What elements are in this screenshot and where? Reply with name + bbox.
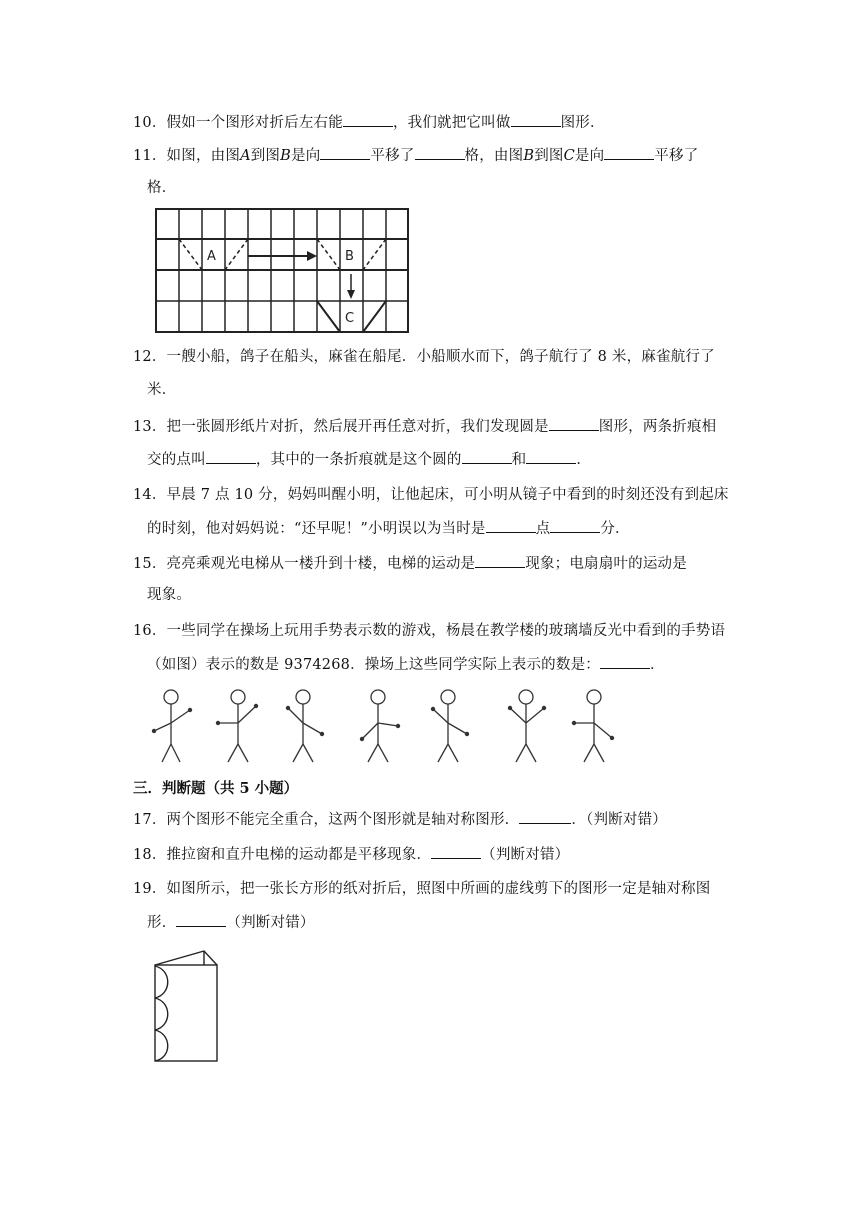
answer-blank[interactable] xyxy=(486,518,536,533)
question-11: 11．如图，由图A到图B是向 平移了 格，由图B到图C是向 平移了 xyxy=(133,145,698,166)
question-11-continuation: 格． xyxy=(147,180,177,196)
question-15: 15．亮亮乘观光电梯从一楼升到十楼，电梯的运动是 现象；电扇扇叶的运动是 xyxy=(133,553,687,574)
answer-blank[interactable] xyxy=(604,145,654,160)
question-18: 18．推拉窗和直升电梯的运动都是平移现象． （判断对错） xyxy=(133,844,569,865)
answer-blank[interactable] xyxy=(549,416,599,431)
stick-figure-6 xyxy=(510,690,544,762)
stick-figure-2 xyxy=(218,690,256,762)
question-14: 14．早晨 7 点 10 分，妈妈叫醒小明，让他起床，可小明从镜子中看到的时刻还没有到起床 xyxy=(133,487,729,503)
label-b: B xyxy=(345,249,354,264)
answer-blank[interactable] xyxy=(343,112,393,127)
question-19: 19．如图所示，把一张长方形的纸对折后，照图中所画的虚线剪下的图形一定是轴对称图 xyxy=(133,881,711,897)
question-17: 17．两个图形不能完全重合，这两个图形就是轴对称图形． ．（判断对错） xyxy=(133,809,667,830)
folded-paper-figure xyxy=(148,948,224,1066)
question-12-continuation: 米． xyxy=(147,382,177,398)
question-12: 12．一艘小船，鸽子在船头，麻雀在船尾．小船顺水而下，鸽子航行了 8 米，麻雀航行了 xyxy=(133,349,715,365)
question-15-continuation: 现象。 xyxy=(147,587,192,603)
stick-figure-5 xyxy=(433,690,467,762)
answer-blank[interactable] xyxy=(320,145,370,160)
question-16-continuation: （如图）表示的数是 9374268．操场上这些同学实际上表示的数是： ． xyxy=(147,654,665,675)
grid-translation-figure xyxy=(154,207,410,335)
label-a: A xyxy=(207,249,216,264)
hand-gesture-figures xyxy=(146,686,622,766)
question-14-continuation: 的时刻，他对妈妈说：“还早呢！”小明误以为当时是 点 分． xyxy=(147,518,630,539)
section-heading: 三．判断题（共 5 小题） xyxy=(133,780,299,797)
arrow-right-icon xyxy=(248,251,317,261)
answer-blank[interactable] xyxy=(511,112,561,127)
label-c: C xyxy=(345,311,355,326)
answer-blank[interactable] xyxy=(600,654,650,669)
answer-blank[interactable] xyxy=(462,449,512,464)
stick-figure-4 xyxy=(362,690,398,762)
stick-figure-1 xyxy=(154,690,190,762)
answer-blank[interactable] xyxy=(206,449,256,464)
question-16: 16．一些同学在操场上玩用手势表示数的游戏，杨晨在教学楼的玻璃墙反光中看到的手势语 xyxy=(133,623,726,639)
answer-blank[interactable] xyxy=(475,553,525,568)
question-13-continuation: 交的点叫 ，其中的一条折痕就是这个圆的 和 ． xyxy=(147,449,591,470)
stick-figure-7 xyxy=(574,690,612,762)
question-13: 13．把一张圆形纸片对折，然后展开再任意对折，我们发现圆是 图形，两条折痕相 xyxy=(133,416,716,437)
answer-blank[interactable] xyxy=(519,809,571,824)
answer-blank[interactable] xyxy=(526,449,576,464)
answer-blank[interactable] xyxy=(550,518,600,533)
question-10: 10．假如一个图形对折后左右能 ，我们就把它叫做 图形． xyxy=(133,112,605,133)
question-19-continuation: 形． （判断对错） xyxy=(147,912,315,933)
answer-blank[interactable] xyxy=(431,844,481,859)
stick-figure-3 xyxy=(288,690,322,762)
arrow-down-icon xyxy=(347,274,355,299)
answer-blank[interactable] xyxy=(176,912,226,927)
answer-blank[interactable] xyxy=(415,145,465,160)
